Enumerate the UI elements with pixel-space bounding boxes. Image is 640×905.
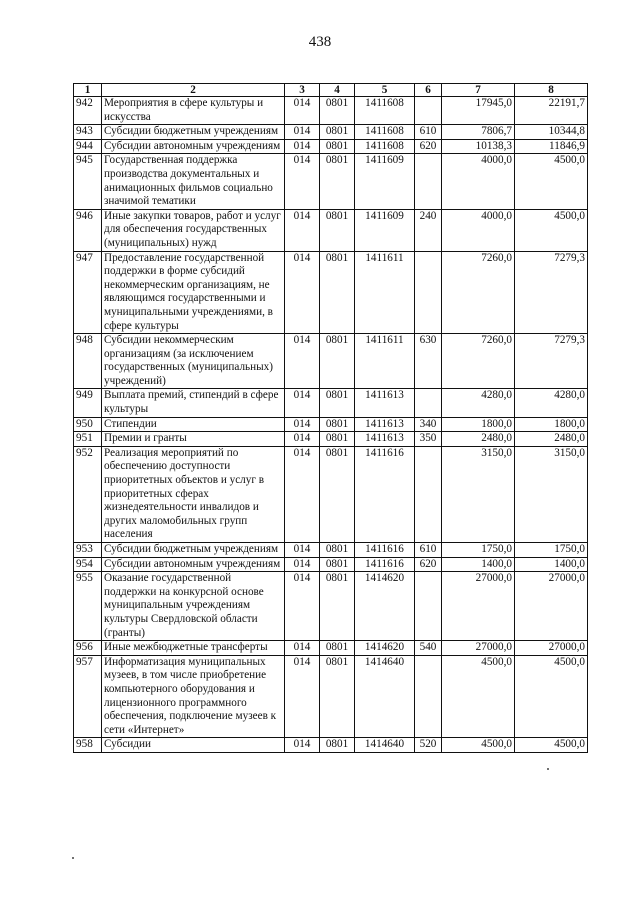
row-name: Субсидии [102, 738, 285, 753]
row-name: Реализация мероприятий по обеспечению доступности приоритетных объектов и услуг в приоритетных сферах жизнедеятельности инвалидов и других маломобильных групп населения [102, 446, 285, 542]
row-col-5: 1411613 [355, 389, 415, 417]
table-row [74, 139, 588, 154]
row-name: Предоставление государственной поддержки в форме субсидий некоммерческим организациям, не являющимся государственными и муниципальными учреждениями, в сфере культуры [102, 251, 285, 334]
row-name: Выплата премий, стипендий в сфере культуры [102, 389, 285, 417]
row-number: 943 [74, 125, 102, 140]
scan-speck [72, 857, 74, 859]
row-number: 955 [74, 572, 102, 641]
row-col-3: 014 [285, 543, 320, 558]
row-col-7-amount: 4280,0 [442, 389, 515, 417]
row-col-7-amount: 7806,7 [442, 125, 515, 140]
row-col-8-amount: 11846,9 [515, 139, 588, 154]
row-col-4: 0801 [320, 572, 355, 641]
row-col-7-amount: 17945,0 [442, 97, 515, 125]
row-col-7-amount: 3150,0 [442, 446, 515, 542]
row-col-7-amount: 4000,0 [442, 154, 515, 209]
row-col-8-amount: 27000,0 [515, 641, 588, 656]
row-col-5: 1411616 [355, 543, 415, 558]
header-col-7: 7 [442, 84, 515, 97]
table-row [74, 334, 588, 389]
row-name: Субсидии автономным учреждениям [102, 139, 285, 154]
row-col-4: 0801 [320, 641, 355, 656]
row-col-6 [415, 446, 442, 542]
row-col-8-amount: 1750,0 [515, 543, 588, 558]
row-name: Субсидии бюджетным учреждениям [102, 543, 285, 558]
header-col-5: 5 [355, 84, 415, 97]
row-col-7-amount: 4000,0 [442, 209, 515, 251]
row-col-6: 340 [415, 417, 442, 432]
row-col-6: 630 [415, 334, 442, 389]
row-col-8-amount: 4500,0 [515, 154, 588, 209]
row-col-4: 0801 [320, 209, 355, 251]
row-col-7-amount: 1400,0 [442, 557, 515, 572]
row-col-8-amount: 4500,0 [515, 209, 588, 251]
row-col-4: 0801 [320, 389, 355, 417]
row-col-7-amount: 1800,0 [442, 417, 515, 432]
row-number: 958 [74, 738, 102, 753]
header-col-6: 6 [415, 84, 442, 97]
row-col-6: 620 [415, 557, 442, 572]
row-col-7-amount: 4500,0 [442, 738, 515, 753]
row-col-6: 350 [415, 432, 442, 447]
row-col-8-amount: 22191,7 [515, 97, 588, 125]
header-col-3: 3 [285, 84, 320, 97]
row-col-4: 0801 [320, 738, 355, 753]
row-number: 948 [74, 334, 102, 389]
row-number: 949 [74, 389, 102, 417]
row-col-3: 014 [285, 557, 320, 572]
row-col-3: 014 [285, 209, 320, 251]
row-col-8-amount: 7279,3 [515, 251, 588, 334]
row-col-7-amount: 7260,0 [442, 251, 515, 334]
row-col-5: 1411613 [355, 432, 415, 447]
table-row [74, 432, 588, 447]
row-col-4: 0801 [320, 655, 355, 738]
row-col-3: 014 [285, 738, 320, 753]
row-col-7-amount: 27000,0 [442, 572, 515, 641]
row-col-5: 1411609 [355, 154, 415, 209]
header-col-1: 1 [74, 84, 102, 97]
row-name: Субсидии некоммерческим организациям (за исключением государственных (муниципальных) учреждений) [102, 334, 285, 389]
row-name: Информатизация муниципальных музеев, в том числе приобретение компьютерного оборудования и лицензионного программного обеспечения, подключение музеев к сети «Интернет» [102, 655, 285, 738]
row-col-5: 1411608 [355, 125, 415, 140]
row-col-5: 1411611 [355, 251, 415, 334]
row-col-7-amount: 1750,0 [442, 543, 515, 558]
row-name: Мероприятия в сфере культуры и искусства [102, 97, 285, 125]
row-col-5: 1414620 [355, 572, 415, 641]
row-col-3: 014 [285, 389, 320, 417]
row-col-4: 0801 [320, 154, 355, 209]
row-col-4: 0801 [320, 417, 355, 432]
row-col-6 [415, 97, 442, 125]
row-col-7-amount: 10138,3 [442, 139, 515, 154]
row-col-8-amount: 1400,0 [515, 557, 588, 572]
header-col-2: 2 [102, 84, 285, 97]
row-number: 944 [74, 139, 102, 154]
row-number: 947 [74, 251, 102, 334]
row-col-6: 540 [415, 641, 442, 656]
row-col-6 [415, 154, 442, 209]
row-col-7-amount: 7260,0 [442, 334, 515, 389]
row-col-5: 1411608 [355, 97, 415, 125]
row-col-8-amount: 4500,0 [515, 655, 588, 738]
row-col-4: 0801 [320, 334, 355, 389]
table-row [74, 543, 588, 558]
row-col-3: 014 [285, 154, 320, 209]
row-col-4: 0801 [320, 97, 355, 125]
row-number: 942 [74, 97, 102, 125]
scan-speck [547, 768, 549, 770]
table-row [74, 154, 588, 209]
row-col-5: 1411611 [355, 334, 415, 389]
table-row [74, 97, 588, 125]
row-col-8-amount: 1800,0 [515, 417, 588, 432]
row-col-3: 014 [285, 655, 320, 738]
row-col-6: 240 [415, 209, 442, 251]
row-col-5: 1411608 [355, 139, 415, 154]
row-col-5: 1414640 [355, 655, 415, 738]
row-col-5: 1414620 [355, 641, 415, 656]
row-name: Иные закупки товаров, работ и услуг для обеспечения государственных (муниципальных) нужд [102, 209, 285, 251]
row-col-6: 610 [415, 125, 442, 140]
row-col-6 [415, 251, 442, 334]
row-name: Стипендии [102, 417, 285, 432]
table-row [74, 572, 588, 641]
row-number: 957 [74, 655, 102, 738]
row-col-4: 0801 [320, 557, 355, 572]
table-row [74, 738, 588, 753]
row-col-5: 1411613 [355, 417, 415, 432]
row-col-3: 014 [285, 251, 320, 334]
row-col-6 [415, 389, 442, 417]
table-row [74, 389, 588, 417]
row-col-6: 610 [415, 543, 442, 558]
row-col-3: 014 [285, 572, 320, 641]
row-col-7-amount: 2480,0 [442, 432, 515, 447]
row-col-4: 0801 [320, 139, 355, 154]
row-col-4: 0801 [320, 432, 355, 447]
row-col-5: 1411616 [355, 557, 415, 572]
row-col-3: 014 [285, 334, 320, 389]
row-col-3: 014 [285, 417, 320, 432]
row-col-5: 1414640 [355, 738, 415, 753]
row-col-5: 1411609 [355, 209, 415, 251]
row-number: 945 [74, 154, 102, 209]
header-col-8: 8 [515, 84, 588, 97]
row-name: Иные межбюджетные трансферты [102, 641, 285, 656]
row-number: 952 [74, 446, 102, 542]
row-col-6: 620 [415, 139, 442, 154]
table-row [74, 209, 588, 251]
row-col-8-amount: 2480,0 [515, 432, 588, 447]
row-col-7-amount: 27000,0 [442, 641, 515, 656]
row-number: 946 [74, 209, 102, 251]
row-col-4: 0801 [320, 251, 355, 334]
row-col-3: 014 [285, 97, 320, 125]
row-name: Премии и гранты [102, 432, 285, 447]
row-col-7-amount: 4500,0 [442, 655, 515, 738]
row-col-6 [415, 655, 442, 738]
table-row [74, 417, 588, 432]
budget-table [73, 83, 588, 753]
page-number: 438 [308, 34, 332, 50]
row-col-8-amount: 3150,0 [515, 446, 588, 542]
header-col-4: 4 [320, 84, 355, 97]
table-body [74, 97, 588, 753]
row-number: 953 [74, 543, 102, 558]
row-number: 951 [74, 432, 102, 447]
row-col-3: 014 [285, 125, 320, 140]
row-col-3: 014 [285, 139, 320, 154]
row-col-6 [415, 572, 442, 641]
row-name: Субсидии бюджетным учреждениям [102, 125, 285, 140]
row-col-8-amount: 4280,0 [515, 389, 588, 417]
row-col-6: 520 [415, 738, 442, 753]
table-row [74, 125, 588, 140]
row-col-3: 014 [285, 641, 320, 656]
row-col-4: 0801 [320, 125, 355, 140]
row-col-8-amount: 10344,8 [515, 125, 588, 140]
row-col-5: 1411616 [355, 446, 415, 542]
row-col-8-amount: 27000,0 [515, 572, 588, 641]
row-col-4: 0801 [320, 543, 355, 558]
row-col-3: 014 [285, 432, 320, 447]
row-name: Субсидии автономным учреждениям [102, 557, 285, 572]
row-number: 950 [74, 417, 102, 432]
row-number: 954 [74, 557, 102, 572]
table-row [74, 655, 588, 738]
row-col-3: 014 [285, 446, 320, 542]
table-row [74, 641, 588, 656]
row-name: Государственная поддержка производства документальных и анимационных фильмов социально значимой тематики [102, 154, 285, 209]
table-row [74, 557, 588, 572]
row-col-8-amount: 7279,3 [515, 334, 588, 389]
row-col-4: 0801 [320, 446, 355, 542]
row-name: Оказание государственной поддержки на конкурсной основе муниципальным учреждениям культуры Свердловской области (гранты) [102, 572, 285, 641]
row-number: 956 [74, 641, 102, 656]
table-row [74, 446, 588, 542]
header-row [74, 84, 588, 97]
row-col-8-amount: 4500,0 [515, 738, 588, 753]
table-row [74, 251, 588, 334]
